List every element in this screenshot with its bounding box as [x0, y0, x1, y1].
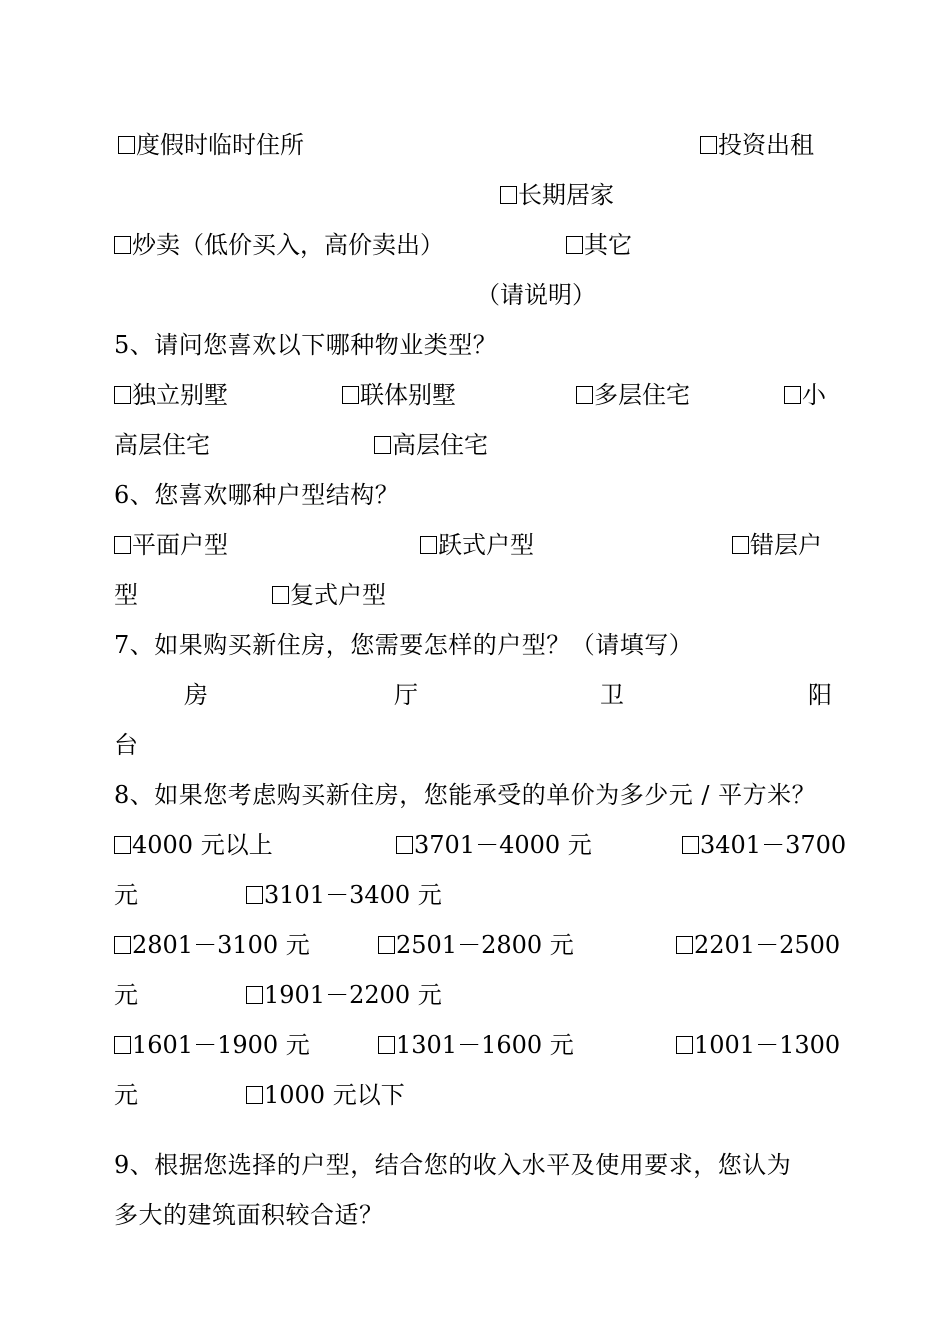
please-specify-note: （请说明）	[476, 281, 596, 309]
option-multi-storey[interactable]: 多层住宅	[576, 380, 690, 410]
option-small-high-rise[interactable]: 小	[784, 380, 826, 410]
checkbox[interactable]	[342, 386, 359, 404]
option-split-level-continued: 型	[114, 581, 138, 609]
question-5: 5、请问您喜欢以下哪种物业类型？	[114, 331, 498, 359]
checkbox[interactable]	[676, 936, 693, 954]
option-speculation[interactable]: 炒卖（低价买入，高价卖出）	[114, 230, 444, 260]
option-price-under-1000[interactable]: 1000 元以下	[246, 1080, 405, 1110]
option-vacation-residence[interactable]: 度假时临时住所	[118, 130, 304, 160]
question-8: 8、如果您考虑购买新住房，您能承受的单价为多少元 / 平方米？	[114, 781, 817, 809]
checkbox[interactable]	[420, 536, 437, 554]
question-9-line-1: 9、根据您选择的户型，结合您的收入水平及使用要求，您认为	[114, 1151, 792, 1179]
checkbox[interactable]	[732, 536, 749, 554]
checkbox[interactable]	[114, 836, 131, 854]
field-living-rooms[interactable]: 厅	[394, 681, 418, 709]
field-balconies-continued: 台	[114, 731, 138, 759]
option-price-2501-2800[interactable]: 2501－2800 元	[378, 930, 574, 960]
question-7: 7、如果购买新住房，您需要怎样的户型？（请填写）	[114, 631, 694, 659]
option-price-4000-plus[interactable]: 4000 元以上	[114, 830, 273, 860]
option-long-term-home[interactable]: 长期居家	[500, 180, 614, 210]
checkbox[interactable]	[272, 586, 289, 604]
checkbox[interactable]	[246, 986, 263, 1004]
checkbox[interactable]	[566, 236, 583, 254]
option-high-rise[interactable]: 高层住宅	[374, 430, 488, 460]
option-detached-villa[interactable]: 独立别墅	[114, 380, 228, 410]
option-price-2201-2500[interactable]: 2201－2500	[676, 930, 840, 960]
option-price-2201-2500-unit: 元	[114, 981, 138, 1009]
question-9-line-2: 多大的建筑面积较合适？	[114, 1201, 384, 1229]
option-small-high-rise-continued: 高层住宅	[114, 431, 210, 459]
option-townhouse-villa[interactable]: 联体别墅	[342, 380, 456, 410]
checkbox[interactable]	[246, 1086, 263, 1104]
option-price-1601-1900[interactable]: 1601－1900 元	[114, 1030, 310, 1060]
option-price-1901-2200[interactable]: 1901－2200 元	[246, 980, 442, 1010]
checkbox[interactable]	[396, 836, 413, 854]
option-price-3401-3700-unit: 元	[114, 881, 138, 909]
option-duplex-layout[interactable]: 跃式户型	[420, 530, 534, 560]
checkbox[interactable]	[576, 386, 593, 404]
checkbox[interactable]	[114, 936, 131, 954]
checkbox[interactable]	[246, 886, 263, 904]
option-price-1001-1300-unit: 元	[114, 1081, 138, 1109]
checkbox[interactable]	[114, 386, 131, 404]
option-price-3701-4000[interactable]: 3701－4000 元	[396, 830, 592, 860]
option-split-level[interactable]: 错层户	[732, 530, 822, 560]
field-balconies[interactable]: 阳	[808, 681, 832, 709]
field-bathrooms[interactable]: 卫	[600, 681, 624, 709]
checkbox[interactable]	[378, 936, 395, 954]
checkbox[interactable]	[784, 386, 801, 404]
option-other[interactable]: 其它	[566, 230, 632, 260]
checkbox[interactable]	[114, 536, 131, 554]
checkbox[interactable]	[118, 136, 135, 154]
option-price-3401-3700[interactable]: 3401－3700	[682, 830, 846, 860]
option-investment-rental[interactable]: 投资出租	[700, 130, 814, 160]
question-6: 6、您喜欢哪种户型结构？	[114, 481, 400, 509]
checkbox[interactable]	[114, 236, 131, 254]
checkbox[interactable]	[378, 1036, 395, 1054]
checkbox[interactable]	[500, 186, 517, 204]
option-price-1301-1600[interactable]: 1301－1600 元	[378, 1030, 574, 1060]
field-rooms[interactable]: 房	[184, 681, 208, 709]
option-price-1001-1300[interactable]: 1001－1300	[676, 1030, 840, 1060]
checkbox[interactable]	[374, 436, 391, 454]
checkbox[interactable]	[114, 1036, 131, 1054]
checkbox[interactable]	[700, 136, 717, 154]
option-price-3101-3400[interactable]: 3101－3400 元	[246, 880, 442, 910]
checkbox[interactable]	[682, 836, 699, 854]
option-price-2801-3100[interactable]: 2801－3100 元	[114, 930, 310, 960]
option-loft-layout[interactable]: 复式户型	[272, 580, 386, 610]
checkbox[interactable]	[676, 1036, 693, 1054]
option-flat-layout[interactable]: 平面户型	[114, 530, 228, 560]
